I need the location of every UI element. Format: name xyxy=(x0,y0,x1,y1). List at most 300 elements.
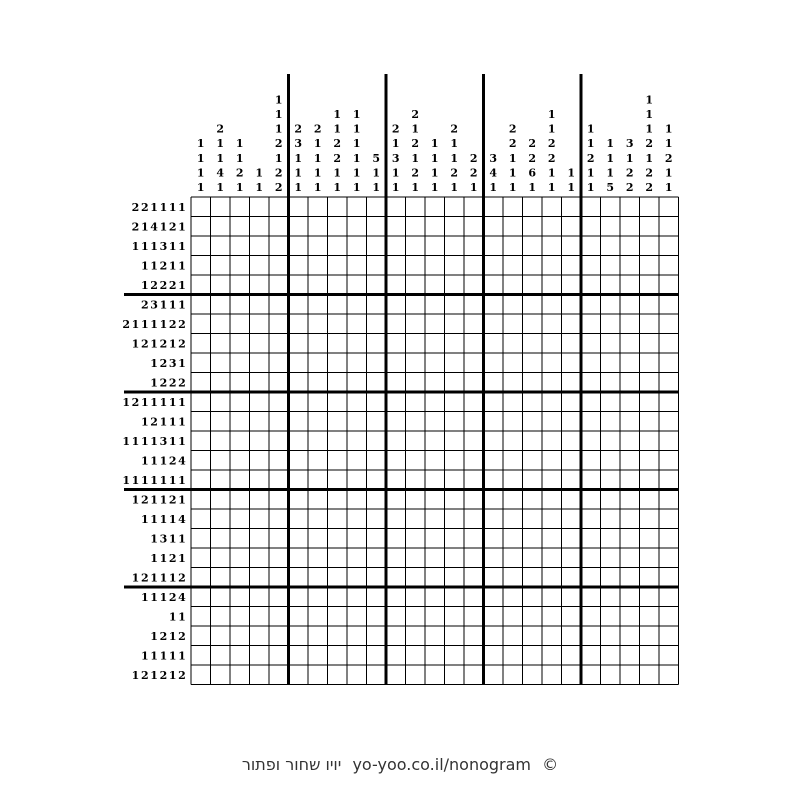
grid-cell[interactable] xyxy=(503,256,523,276)
grid-cell[interactable] xyxy=(269,334,289,354)
grid-cell[interactable] xyxy=(406,451,426,471)
grid-cell[interactable] xyxy=(640,431,660,451)
grid-cell[interactable] xyxy=(562,470,582,490)
grid-cell[interactable] xyxy=(347,236,367,256)
grid-cell[interactable] xyxy=(542,314,562,334)
grid-cell[interactable] xyxy=(406,646,426,666)
grid-cell[interactable] xyxy=(581,373,601,393)
grid-cell[interactable] xyxy=(269,431,289,451)
grid-cell[interactable] xyxy=(659,665,679,685)
grid-cell[interactable] xyxy=(425,509,445,529)
grid-cell[interactable] xyxy=(445,587,465,607)
grid-cell[interactable] xyxy=(211,334,231,354)
grid-cell[interactable] xyxy=(620,607,640,627)
grid-cell[interactable] xyxy=(620,431,640,451)
grid-cell[interactable] xyxy=(503,392,523,412)
grid-cell[interactable] xyxy=(523,490,543,510)
grid-cell[interactable] xyxy=(308,665,328,685)
grid-cell[interactable] xyxy=(542,626,562,646)
grid-cell[interactable] xyxy=(601,314,621,334)
grid-cell[interactable] xyxy=(191,509,211,529)
grid-cell[interactable] xyxy=(250,470,270,490)
grid-cell[interactable] xyxy=(523,353,543,373)
grid-cell[interactable] xyxy=(386,548,406,568)
grid-cell[interactable] xyxy=(445,353,465,373)
grid-cell[interactable] xyxy=(542,295,562,315)
grid-cell[interactable] xyxy=(191,470,211,490)
grid-cell[interactable] xyxy=(601,431,621,451)
grid-cell[interactable] xyxy=(191,314,211,334)
grid-cell[interactable] xyxy=(542,334,562,354)
grid-cell[interactable] xyxy=(250,451,270,471)
grid-cell[interactable] xyxy=(347,451,367,471)
grid-cell[interactable] xyxy=(289,197,309,217)
grid-cell[interactable] xyxy=(484,197,504,217)
grid-cell[interactable] xyxy=(464,607,484,627)
grid-cell[interactable] xyxy=(211,470,231,490)
grid-cell[interactable] xyxy=(601,490,621,510)
grid-cell[interactable] xyxy=(191,236,211,256)
grid-cell[interactable] xyxy=(347,470,367,490)
grid-cell[interactable] xyxy=(347,626,367,646)
grid-cell[interactable] xyxy=(581,412,601,432)
grid-cell[interactable] xyxy=(406,197,426,217)
grid-cell[interactable] xyxy=(484,217,504,237)
grid-cell[interactable] xyxy=(542,392,562,412)
grid-cell[interactable] xyxy=(523,470,543,490)
grid-cell[interactable] xyxy=(640,470,660,490)
grid-cell[interactable] xyxy=(289,646,309,666)
grid-cell[interactable] xyxy=(425,353,445,373)
grid-cell[interactable] xyxy=(328,587,348,607)
grid-cell[interactable] xyxy=(406,392,426,412)
grid-cell[interactable] xyxy=(386,568,406,588)
grid-cell[interactable] xyxy=(386,256,406,276)
grid-cell[interactable] xyxy=(542,197,562,217)
grid-cell[interactable] xyxy=(425,431,445,451)
grid-cell[interactable] xyxy=(230,373,250,393)
grid-cell[interactable] xyxy=(328,314,348,334)
grid-cell[interactable] xyxy=(406,334,426,354)
grid-cell[interactable] xyxy=(289,451,309,471)
grid-cell[interactable] xyxy=(445,392,465,412)
grid-cell[interactable] xyxy=(445,373,465,393)
grid-cell[interactable] xyxy=(620,587,640,607)
grid-cell[interactable] xyxy=(386,626,406,646)
grid-cell[interactable] xyxy=(367,314,387,334)
grid-cell[interactable] xyxy=(484,548,504,568)
grid-cell[interactable] xyxy=(601,451,621,471)
grid-cell[interactable] xyxy=(367,353,387,373)
grid-cell[interactable] xyxy=(562,373,582,393)
grid-cell[interactable] xyxy=(464,646,484,666)
grid-cell[interactable] xyxy=(503,665,523,685)
grid-cell[interactable] xyxy=(425,490,445,510)
grid-cell[interactable] xyxy=(289,353,309,373)
grid-cell[interactable] xyxy=(367,392,387,412)
grid-cell[interactable] xyxy=(328,236,348,256)
grid-cell[interactable] xyxy=(640,490,660,510)
grid-cell[interactable] xyxy=(581,626,601,646)
grid-cell[interactable] xyxy=(308,587,328,607)
grid-cell[interactable] xyxy=(425,451,445,471)
grid-cell[interactable] xyxy=(581,587,601,607)
grid-cell[interactable] xyxy=(230,490,250,510)
grid-cell[interactable] xyxy=(464,470,484,490)
grid-cell[interactable] xyxy=(308,197,328,217)
grid-cell[interactable] xyxy=(640,412,660,432)
grid-cell[interactable] xyxy=(542,646,562,666)
grid-cell[interactable] xyxy=(464,529,484,549)
grid-cell[interactable] xyxy=(542,665,562,685)
grid-cell[interactable] xyxy=(406,275,426,295)
grid-cell[interactable] xyxy=(445,646,465,666)
grid-cell[interactable] xyxy=(445,568,465,588)
grid-cell[interactable] xyxy=(308,412,328,432)
grid-cell[interactable] xyxy=(289,217,309,237)
grid-cell[interactable] xyxy=(269,236,289,256)
grid-cell[interactable] xyxy=(484,646,504,666)
grid-cell[interactable] xyxy=(659,548,679,568)
grid-cell[interactable] xyxy=(328,217,348,237)
grid-cell[interactable] xyxy=(484,314,504,334)
grid-cell[interactable] xyxy=(659,314,679,334)
grid-cell[interactable] xyxy=(659,646,679,666)
grid-cell[interactable] xyxy=(562,568,582,588)
grid-cell[interactable] xyxy=(620,334,640,354)
grid-cell[interactable] xyxy=(503,490,523,510)
grid-cell[interactable] xyxy=(328,334,348,354)
grid-cell[interactable] xyxy=(328,275,348,295)
grid-cell[interactable] xyxy=(484,412,504,432)
grid-cell[interactable] xyxy=(659,256,679,276)
grid-cell[interactable] xyxy=(503,607,523,627)
grid-cell[interactable] xyxy=(250,256,270,276)
grid-cell[interactable] xyxy=(542,529,562,549)
grid-cell[interactable] xyxy=(211,490,231,510)
grid-cell[interactable] xyxy=(250,314,270,334)
grid-cell[interactable] xyxy=(542,217,562,237)
grid-cell[interactable] xyxy=(640,353,660,373)
grid-cell[interactable] xyxy=(640,314,660,334)
grid-cell[interactable] xyxy=(445,334,465,354)
grid-cell[interactable] xyxy=(523,392,543,412)
grid-cell[interactable] xyxy=(367,373,387,393)
grid-cell[interactable] xyxy=(523,275,543,295)
grid-cell[interactable] xyxy=(659,334,679,354)
grid-cell[interactable] xyxy=(250,373,270,393)
grid-cell[interactable] xyxy=(464,314,484,334)
grid-cell[interactable] xyxy=(269,314,289,334)
grid-cell[interactable] xyxy=(289,373,309,393)
grid-cell[interactable] xyxy=(464,295,484,315)
grid-cell[interactable] xyxy=(230,295,250,315)
grid-cell[interactable] xyxy=(211,451,231,471)
grid-cell[interactable] xyxy=(542,587,562,607)
grid-cell[interactable] xyxy=(581,548,601,568)
grid-cell[interactable] xyxy=(386,509,406,529)
grid-cell[interactable] xyxy=(425,217,445,237)
grid-cell[interactable] xyxy=(542,236,562,256)
grid-cell[interactable] xyxy=(484,353,504,373)
grid-cell[interactable] xyxy=(464,256,484,276)
grid-cell[interactable] xyxy=(386,490,406,510)
grid-cell[interactable] xyxy=(211,373,231,393)
grid-cell[interactable] xyxy=(367,529,387,549)
grid-cell[interactable] xyxy=(308,334,328,354)
grid-cell[interactable] xyxy=(230,451,250,471)
grid-cell[interactable] xyxy=(386,451,406,471)
grid-cell[interactable] xyxy=(601,665,621,685)
grid-cell[interactable] xyxy=(562,626,582,646)
grid-cell[interactable] xyxy=(562,256,582,276)
grid-cell[interactable] xyxy=(289,295,309,315)
grid-cell[interactable] xyxy=(445,217,465,237)
grid-cell[interactable] xyxy=(367,509,387,529)
grid-cell[interactable] xyxy=(503,568,523,588)
grid-cell[interactable] xyxy=(191,217,211,237)
grid-cell[interactable] xyxy=(328,373,348,393)
grid-cell[interactable] xyxy=(464,217,484,237)
grid-cell[interactable] xyxy=(269,451,289,471)
grid-cell[interactable] xyxy=(230,431,250,451)
grid-cell[interactable] xyxy=(523,197,543,217)
grid-cell[interactable] xyxy=(581,256,601,276)
grid-cell[interactable] xyxy=(581,314,601,334)
grid-cell[interactable] xyxy=(640,197,660,217)
grid-cell[interactable] xyxy=(347,197,367,217)
grid-cell[interactable] xyxy=(523,568,543,588)
grid-cell[interactable] xyxy=(620,568,640,588)
grid-cell[interactable] xyxy=(523,373,543,393)
grid-cell[interactable] xyxy=(289,412,309,432)
grid-cell[interactable] xyxy=(347,431,367,451)
grid-cell[interactable] xyxy=(640,451,660,471)
grid-cell[interactable] xyxy=(406,412,426,432)
grid-cell[interactable] xyxy=(503,275,523,295)
grid-cell[interactable] xyxy=(230,646,250,666)
grid-cell[interactable] xyxy=(620,392,640,412)
grid-cell[interactable] xyxy=(230,412,250,432)
grid-cell[interactable] xyxy=(328,529,348,549)
grid-cell[interactable] xyxy=(640,373,660,393)
grid-cell[interactable] xyxy=(659,275,679,295)
grid-cell[interactable] xyxy=(289,334,309,354)
grid-cell[interactable] xyxy=(620,295,640,315)
grid-cell[interactable] xyxy=(211,607,231,627)
grid-cell[interactable] xyxy=(191,256,211,276)
grid-cell[interactable] xyxy=(191,295,211,315)
grid-cell[interactable] xyxy=(484,275,504,295)
grid-cell[interactable] xyxy=(464,197,484,217)
grid-cell[interactable] xyxy=(367,431,387,451)
grid-cell[interactable] xyxy=(386,470,406,490)
grid-cell[interactable] xyxy=(445,314,465,334)
grid-cell[interactable] xyxy=(503,509,523,529)
grid-cell[interactable] xyxy=(659,412,679,432)
grid-cell[interactable] xyxy=(542,451,562,471)
grid-cell[interactable] xyxy=(328,607,348,627)
grid-cell[interactable] xyxy=(406,236,426,256)
grid-cell[interactable] xyxy=(406,568,426,588)
grid-cell[interactable] xyxy=(562,295,582,315)
grid-cell[interactable] xyxy=(250,665,270,685)
grid-cell[interactable] xyxy=(503,646,523,666)
grid-cell[interactable] xyxy=(191,607,211,627)
grid-cell[interactable] xyxy=(542,509,562,529)
grid-cell[interactable] xyxy=(542,470,562,490)
grid-cell[interactable] xyxy=(640,509,660,529)
grid-cell[interactable] xyxy=(464,412,484,432)
grid-cell[interactable] xyxy=(328,392,348,412)
grid-cell[interactable] xyxy=(659,587,679,607)
grid-cell[interactable] xyxy=(347,665,367,685)
grid-cell[interactable] xyxy=(425,392,445,412)
grid-cell[interactable] xyxy=(269,509,289,529)
grid-cell[interactable] xyxy=(503,587,523,607)
grid-cell[interactable] xyxy=(581,295,601,315)
grid-cell[interactable] xyxy=(425,548,445,568)
grid-cell[interactable] xyxy=(620,451,640,471)
grid-cell[interactable] xyxy=(230,607,250,627)
grid-cell[interactable] xyxy=(211,568,231,588)
grid-cell[interactable] xyxy=(542,373,562,393)
grid-cell[interactable] xyxy=(211,431,231,451)
grid-cell[interactable] xyxy=(484,490,504,510)
grid-cell[interactable] xyxy=(659,217,679,237)
grid-cell[interactable] xyxy=(406,373,426,393)
grid-cell[interactable] xyxy=(289,392,309,412)
grid-cell[interactable] xyxy=(211,646,231,666)
grid-cell[interactable] xyxy=(230,626,250,646)
grid-cell[interactable] xyxy=(406,548,426,568)
grid-cell[interactable] xyxy=(445,256,465,276)
grid-cell[interactable] xyxy=(191,431,211,451)
grid-cell[interactable] xyxy=(523,217,543,237)
grid-cell[interactable] xyxy=(425,197,445,217)
grid-cell[interactable] xyxy=(620,236,640,256)
grid-cell[interactable] xyxy=(464,431,484,451)
grid-cell[interactable] xyxy=(308,236,328,256)
grid-cell[interactable] xyxy=(445,431,465,451)
grid-cell[interactable] xyxy=(211,217,231,237)
grid-cell[interactable] xyxy=(620,646,640,666)
grid-cell[interactable] xyxy=(581,275,601,295)
grid-cell[interactable] xyxy=(347,217,367,237)
grid-cell[interactable] xyxy=(503,197,523,217)
grid-cell[interactable] xyxy=(347,568,367,588)
grid-cell[interactable] xyxy=(230,568,250,588)
grid-cell[interactable] xyxy=(250,236,270,256)
grid-cell[interactable] xyxy=(640,236,660,256)
grid-cell[interactable] xyxy=(230,665,250,685)
grid-cell[interactable] xyxy=(250,275,270,295)
grid-cell[interactable] xyxy=(230,529,250,549)
grid-cell[interactable] xyxy=(640,529,660,549)
grid-cell[interactable] xyxy=(464,373,484,393)
grid-cell[interactable] xyxy=(445,529,465,549)
grid-cell[interactable] xyxy=(367,568,387,588)
grid-cell[interactable] xyxy=(191,490,211,510)
grid-cell[interactable] xyxy=(289,470,309,490)
grid-cell[interactable] xyxy=(308,626,328,646)
grid-cell[interactable] xyxy=(445,509,465,529)
grid-cell[interactable] xyxy=(269,295,289,315)
grid-cell[interactable] xyxy=(464,236,484,256)
grid-cell[interactable] xyxy=(191,197,211,217)
grid-cell[interactable] xyxy=(191,353,211,373)
grid-cell[interactable] xyxy=(620,509,640,529)
grid-cell[interactable] xyxy=(308,607,328,627)
grid-cell[interactable] xyxy=(211,275,231,295)
grid-cell[interactable] xyxy=(386,373,406,393)
grid-cell[interactable] xyxy=(191,392,211,412)
grid-cell[interactable] xyxy=(211,236,231,256)
grid-cell[interactable] xyxy=(581,529,601,549)
grid-cell[interactable] xyxy=(367,412,387,432)
grid-cell[interactable] xyxy=(503,217,523,237)
grid-cell[interactable] xyxy=(191,412,211,432)
grid-cell[interactable] xyxy=(581,568,601,588)
grid-cell[interactable] xyxy=(659,470,679,490)
grid-cell[interactable] xyxy=(523,334,543,354)
grid-cell[interactable] xyxy=(230,314,250,334)
grid-cell[interactable] xyxy=(640,646,660,666)
grid-cell[interactable] xyxy=(289,490,309,510)
grid-cell[interactable] xyxy=(484,509,504,529)
grid-cell[interactable] xyxy=(386,217,406,237)
grid-cell[interactable] xyxy=(464,568,484,588)
grid-cell[interactable] xyxy=(620,412,640,432)
grid-cell[interactable] xyxy=(620,197,640,217)
grid-cell[interactable] xyxy=(211,529,231,549)
grid-cell[interactable] xyxy=(581,334,601,354)
grid-cell[interactable] xyxy=(230,334,250,354)
grid-cell[interactable] xyxy=(406,353,426,373)
grid-cell[interactable] xyxy=(347,412,367,432)
grid-cell[interactable] xyxy=(445,451,465,471)
grid-cell[interactable] xyxy=(386,295,406,315)
grid-cell[interactable] xyxy=(269,548,289,568)
grid-cell[interactable] xyxy=(484,236,504,256)
grid-cell[interactable] xyxy=(328,451,348,471)
grid-cell[interactable] xyxy=(347,314,367,334)
grid-cell[interactable] xyxy=(425,607,445,627)
grid-cell[interactable] xyxy=(581,470,601,490)
grid-cell[interactable] xyxy=(562,607,582,627)
grid-cell[interactable] xyxy=(367,470,387,490)
grid-cell[interactable] xyxy=(581,197,601,217)
grid-cell[interactable] xyxy=(289,607,309,627)
grid-cell[interactable] xyxy=(601,470,621,490)
grid-cell[interactable] xyxy=(250,490,270,510)
grid-cell[interactable] xyxy=(191,548,211,568)
grid-cell[interactable] xyxy=(581,236,601,256)
grid-cell[interactable] xyxy=(640,665,660,685)
grid-cell[interactable] xyxy=(211,509,231,529)
grid-cell[interactable] xyxy=(445,275,465,295)
grid-cell[interactable] xyxy=(523,607,543,627)
grid-cell[interactable] xyxy=(406,490,426,510)
grid-cell[interactable] xyxy=(386,334,406,354)
grid-cell[interactable] xyxy=(542,548,562,568)
grid-cell[interactable] xyxy=(328,626,348,646)
grid-cell[interactable] xyxy=(250,607,270,627)
grid-cell[interactable] xyxy=(386,275,406,295)
grid-cell[interactable] xyxy=(484,470,504,490)
grid-cell[interactable] xyxy=(542,275,562,295)
grid-cell[interactable] xyxy=(347,353,367,373)
